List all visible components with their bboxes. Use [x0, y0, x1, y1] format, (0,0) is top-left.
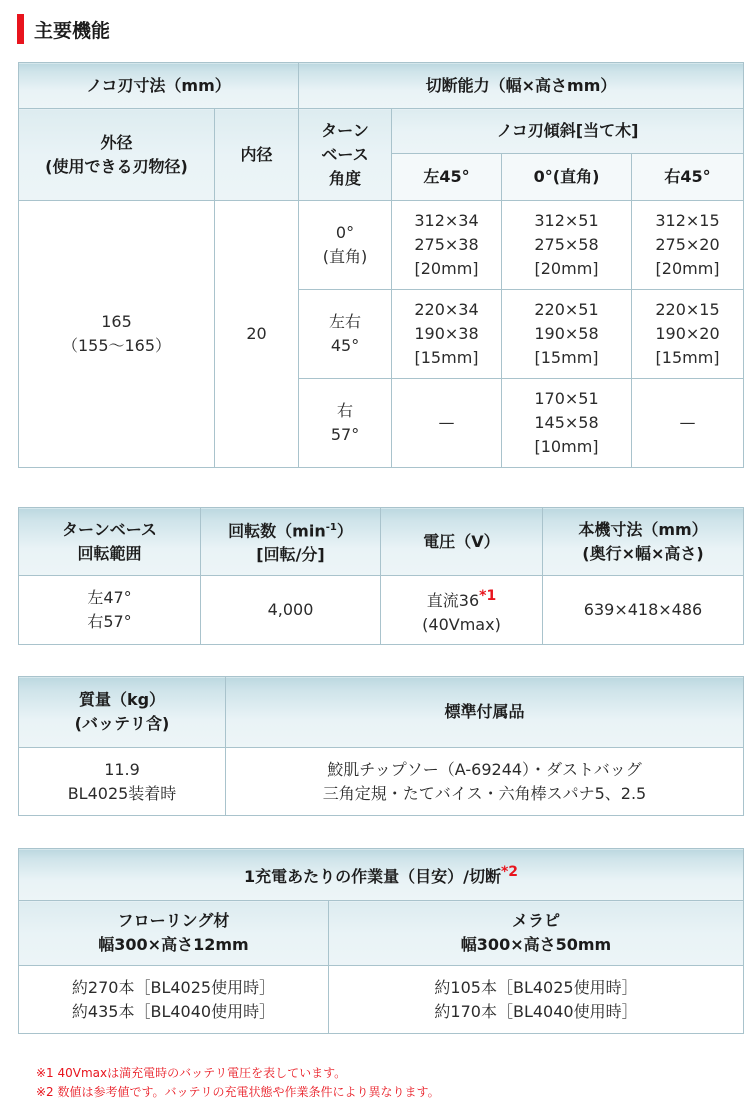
angle-cell: 右 57°: [299, 379, 392, 468]
footnote-mark: *1: [479, 587, 497, 604]
footnote-1: ※1 40Vmaxは満充電時のバッテリ電圧を表しています。: [36, 1066, 347, 1080]
voltage-header: 電圧（V）: [381, 508, 543, 576]
mass-accessory-table: [18, 676, 744, 816]
voltage-value: 直流36$^{*1}$ (40Vmax): [381, 576, 543, 645]
capacity-cell: —: [392, 379, 502, 468]
angle-cell: 左右 45°: [299, 290, 392, 379]
angle-cell: 0° (直角): [299, 201, 392, 290]
section-title: 主要機能: [34, 19, 111, 42]
capacity-cell: 170×51 145×58 [10mm]: [502, 379, 632, 468]
heading-accent-bar: [17, 14, 24, 44]
spec-table: [18, 507, 744, 645]
tilt-left-header: 左45°: [392, 154, 502, 201]
accessory-value: 鮫肌チップソー（A-69244）・ダストバッグ 三角定規・たてバイス・六角棒スパナ5、2.5: [226, 748, 744, 816]
tilt-zero-header: 0°(直角): [502, 154, 632, 201]
mass-value: 11.9 BL4025装着時: [19, 748, 226, 816]
dimension-header: 本機寸法（mm） (奥行×幅×高さ): [543, 508, 744, 576]
capacity-cell: 312×51 275×58 [20mm]: [502, 201, 632, 290]
flooring-value: 約270本［BL4025使用時］ 約435本［BL4040使用時］: [19, 966, 329, 1034]
cutting-capacity-table: [18, 62, 744, 468]
outer-diameter-header: 外径 (使用できる刃物径): [19, 109, 215, 201]
capacity-cell: 312×34 275×38 [20mm]: [392, 201, 502, 290]
turn-range-header: ターンベース 回転範囲: [19, 508, 201, 576]
footnotes: [36, 1064, 440, 1102]
blade-tilt-header: ノコ刃傾斜[当て木]: [392, 109, 744, 154]
capacity-cell: 220×34 190×38 [15mm]: [392, 290, 502, 379]
tilt-right-header: 右45°: [632, 154, 744, 201]
inner-diameter-header: 内径: [215, 109, 299, 201]
rpm-header: 回転数$(\min^{-1})$ [回転/分]: [201, 508, 381, 576]
merapi-value: 約105本［BL4025使用時］ 約170本［BL4040使用時］: [329, 966, 744, 1034]
mass-header: 質量（kg） (バッテリ含): [19, 677, 226, 748]
work-amount-table: [18, 848, 744, 1034]
outer-diameter-value: 165 （155～165）: [19, 201, 215, 468]
section-heading: [17, 12, 110, 46]
inner-diameter-value: 20: [215, 201, 299, 468]
turn-range-value: 左47° 右57°: [19, 576, 201, 645]
dimension-value: 639×418×486: [543, 576, 744, 645]
capacity-cell: 220×15 190×20 [15mm]: [632, 290, 744, 379]
cut-capacity-header: 切断能力（幅×高さmm）: [299, 63, 744, 109]
rpm-value: 4,000: [201, 576, 381, 645]
capacity-cell: —: [632, 379, 744, 468]
capacity-cell: 312×15 275×20 [20mm]: [632, 201, 744, 290]
turn-base-angle-header: ターン ベース 角度: [299, 109, 392, 201]
footnote-2: ※2 数値は参考値です。バッテリの充電状態や作業条件により異なります。: [36, 1085, 440, 1099]
merapi-header: メラピ 幅300×高さ50mm: [329, 901, 744, 966]
saw-size-header: ノコ刃寸法（mm）: [19, 63, 299, 109]
work-amount-header: 1充電あたりの作業量（目安）/切断$^{*2}$: [19, 849, 744, 901]
footnote-mark: *2: [500, 864, 519, 880]
accessory-header: 標準付属品: [226, 677, 744, 748]
capacity-cell: 220×51 190×58 [15mm]: [502, 290, 632, 379]
flooring-header: フローリング材 幅300×高さ12mm: [19, 901, 329, 966]
